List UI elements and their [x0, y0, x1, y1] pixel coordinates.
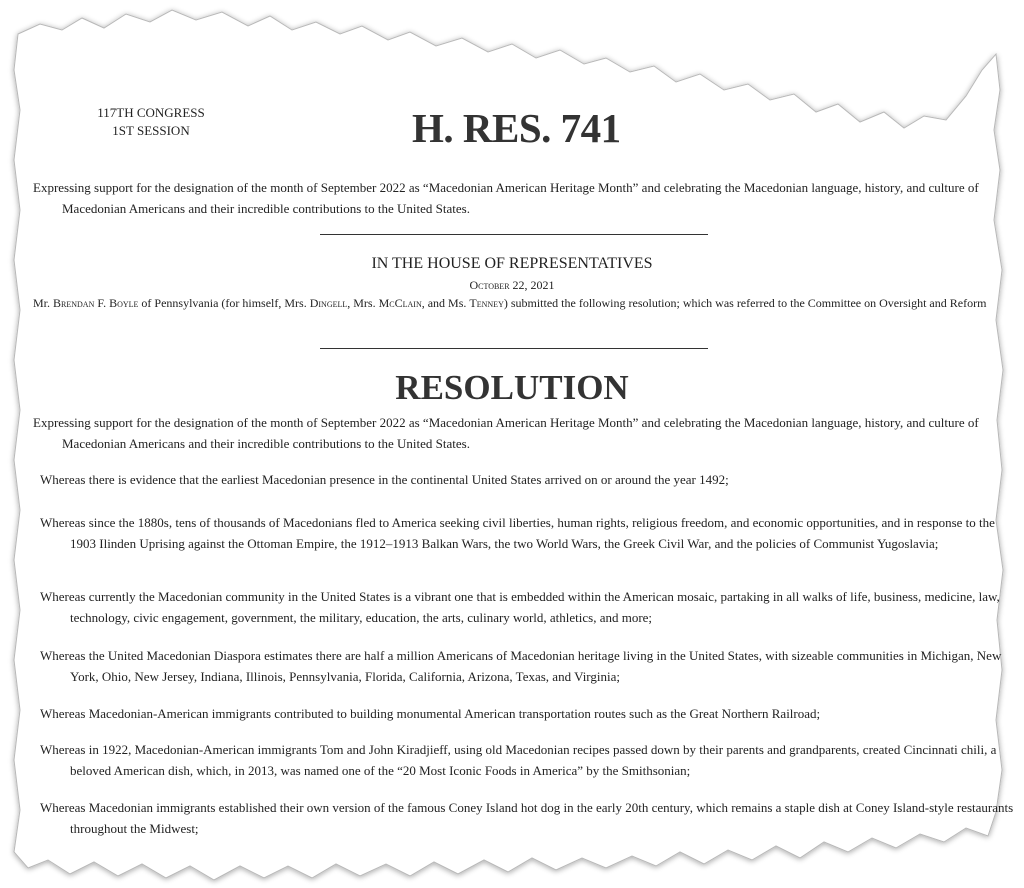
whereas-clause-2: Whereas since the 1880s, tens of thousands of Macedonians fled to America seeking civil liberties, human rights, religious freedom, and economic opportunities, and in response to the 1903 Ilinden Uprising against the Ottoman Empire, the 1912–1913 Balkan Wars, the two World Wars, the Greek Civil War, and the policies of Communist Yugoslavia; [40, 515, 995, 551]
congress-label: 117TH CONGRESS [97, 105, 205, 120]
bill-number: H. RES. 741 [412, 105, 621, 151]
cosponsor-mcclain: McClain [378, 296, 422, 310]
session-label: 1ST SESSION [112, 123, 190, 138]
whereas-clause-5: Whereas Macedonian-American immigrants contributed to building monumental American transportation routes such as the Great Northern Railroad; [40, 706, 821, 721]
whereas-clause-7: Whereas Macedonian immigrants established their own version of the famous Coney Island hot dog in the early 20th century, which remains a staple dish at Coney Island-style restaurants throughout the Midwest; [40, 800, 1014, 836]
congress-session-block [86, 104, 216, 140]
whereas-clause-1: Whereas there is evidence that the earliest Macedonian presence in the continental United States arrived on or around the year 1492; [40, 472, 729, 487]
cosponsor-dingell: Dingell [309, 296, 348, 310]
whereas-clause-4: Whereas the United Macedonian Diaspora estimates there are half a million Americans of Macedonian heritage living in the United States, with sizeable communities in Michigan, New York, Ohio, New Jersey, Indiana, Illinois, Pennsylvania, Florida, California, Arizona, Texas, and Virginia; [40, 648, 1002, 684]
sponsor-paragraph [33, 294, 1024, 313]
introduction-date: October 22, 2021 [469, 278, 555, 292]
sponsor-text-1: of Pennsylvania (for himself, Mrs. [138, 296, 310, 310]
divider-top [320, 234, 708, 235]
resolution-summary-paragraph: Expressing support for the designation of the month of September 2022 as “Macedonian American Heritage Month” and celebrating the Macedonian language, history, and culture of Macedonian Americans and their incredible contributions to the United States. [33, 415, 979, 451]
resolution-heading: RESOLUTION [395, 368, 629, 407]
sponsor-text-3: , and Ms. [421, 296, 470, 310]
cosponsor-tenney: Tenney [469, 296, 504, 310]
summary-paragraph: Expressing support for the designation of the month of September 2022 as “Macedonian American Heritage Month” and celebrating the Macedonian language, history, and culture of Macedonian Americans and their incredible contributions to the United States. [33, 180, 979, 216]
sponsor-text-4: ) submitted the following resolution; which was referred to the Committee on Oversight and Reform [503, 296, 987, 310]
house-title: IN THE HOUSE OF REPRESENTATIVES [371, 255, 653, 272]
whereas-clause-6: Whereas in 1922, Macedonian-American immigrants Tom and John Kiradjieff, using old Macedonian recipes passed down by their parents and grandparents, created Cincinnati chili, a beloved American dish, which, in 2013, was named one of the “20 Most Iconic Foods in America” by the Smithsonian; [40, 742, 997, 778]
divider-bottom [320, 348, 708, 349]
sponsor-name: Brendan F. Boyle [53, 296, 139, 310]
whereas-clause-3: Whereas currently the Macedonian community in the United States is a vibrant one that is embedded within the American mosaic, partaking in all walks of life, business, medicine, law, technology, civic engagement, government, the military, education, the arts, culinary world, athletics, and more; [40, 589, 1000, 625]
sponsor-text-2: , Mrs. [347, 296, 379, 310]
sponsor-intro: Mr. [33, 296, 54, 310]
